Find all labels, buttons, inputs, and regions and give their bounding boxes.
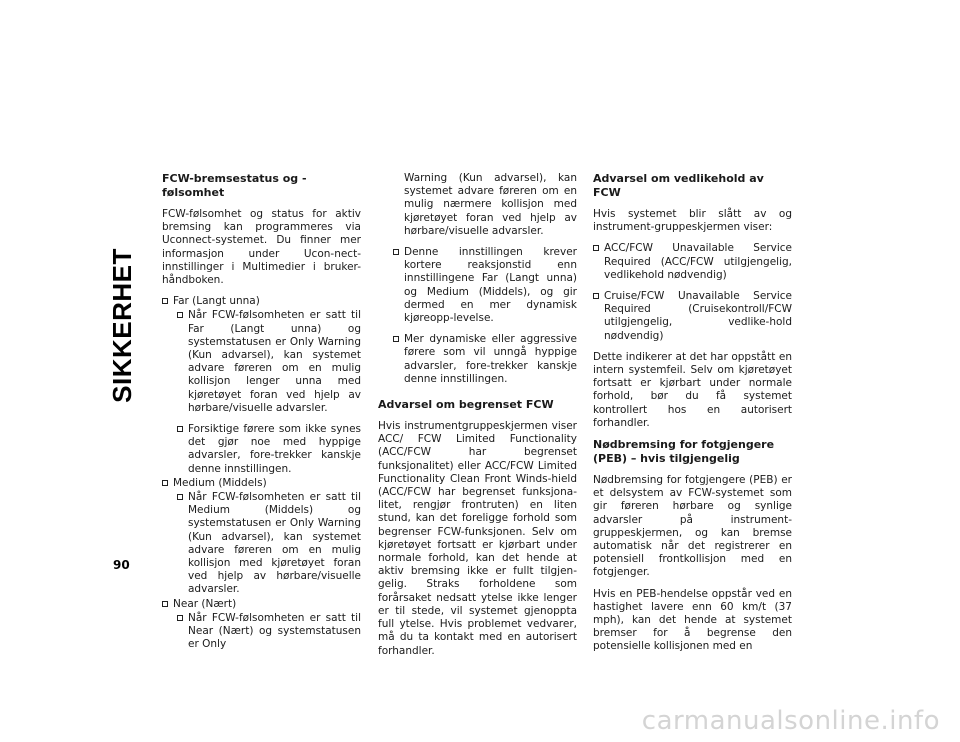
paragraph-service-body: Dette indikerer at det har oppstått en intern systemfeil. Selv om kjøretøyet fortsatt er kjørbart under normale forhold, bør du få systemet kontrollert hos en autorisert forhandler. [593,350,792,429]
page-number: 90 [113,558,130,572]
paragraph-limited-fcw: Hvis instrumentgruppeskjermen viser ACC/ FCW Limited Functionality (ACC/FCW har begrenset funksjonalitet) eller ACC/FCW Limited Functionality Clean Front Winds-hield (ACC/FCW har begrenset funksjona-litet, rengjør frontruten) en liten stund, kan det foreligge forhold som begrenser FCW-funksjonen. Selv om kjøretøyet fortsatt er kjørbart under normale forhold, kan det hende at aktiv bremsing ikke er fullt tilgjen-gelig. Straks forholdene som forårsaket nedsatt ytelse ikke lenger er til stede, vil systemet gjenoppta full ytelse. Hvis problemet vedvarer, må du ta kontakt med en autorisert forhandler. [378,420,577,657]
subbullet-far-2: Forsiktige førere som ikke synes det gjør noe med hyppige advarsler, fore-trekker kanskje denne innstillingen. [162,423,361,476]
bullet-cruise-fcw-unavailable: Cruise/FCW Unavailable Service Required (Cruisekontroll/FCW utilgjengelig, vedlike-hold nødvendig) [593,290,792,343]
heading-fcw-service: Advarsel om vedlikehold av FCW [593,172,764,199]
subbullet-near-3: Mer dynamiske eller aggressive førere som vil unngå hyppige advarsler, fore-trekker kanskje denne innstillingen. [378,333,577,386]
subbullet-near-1: Når FCW-følsomheten er satt til Near (Nært) og systemstatusen er Only [162,612,361,652]
paragraph-service-intro: Hvis systemet blir slått av og instrument-gruppeskjermen viser: [593,208,792,234]
bullet-far: Far (Langt unna) [162,295,361,308]
bullet-acc-fcw-unavailable: ACC/FCW Unavailable Service Required (ACC/FCW utilgjengelig, vedlikehold nødvendig) [593,242,792,282]
column-2 [378,172,577,666]
subbullet-near-2: Denne innstillingen krever kortere reaksjonstid enn innstillingene Far (Langt unna) og Medium (Middels), og gir dermed en mer dynamisk kjøreopp-levelse. [378,246,577,325]
column-3 [593,172,792,662]
watermark: carmanualsonline.info [641,706,940,736]
column-1 [162,172,361,660]
heading-limited-fcw: Advarsel om begrenset FCW [378,398,554,412]
paragraph-peb-2: Hvis en PEB-hendelse oppstår ved en hastighet lavere enn 60 km/t (37 mph), kan det hende at systemet bremser for å begrense den potensielle kollisjonen med en [593,587,792,653]
bullet-near: Near (Nært) [162,598,361,611]
paragraph-intro: FCW-følsomhet og status for aktiv bremsing kan programmeres via Uconnect-systemet. Du finner mer informasjon under Ucon-nect-innstillinger i Multimedier i bruker-håndboken. [162,208,361,287]
heading-peb: Nødbremsing for fotgjengere (PEB) – hvis tilgjengelig [593,438,775,466]
subbullet-near-1-continued: Warning (Kun advarsel), kan systemet advare føreren om en mulig nærmere kollisjon med kjøretøyet foran ved hjelp av hørbare/visuelle advarsler. [404,172,577,237]
subbullet-far-1: Når FCW-følsomheten er satt til Far (Langt unna) og systemstatusen er Only Warning (Kun advarsel), kan systemet advare føreren om en mulig kollisjon lenger unna med kjøretøyet foran ved hjelp av hørbare/visuelle advarsler. [162,309,361,415]
bullet-medium: Medium (Middels) [162,477,361,490]
section-side-tab [107,160,137,490]
subbullet-medium-1: Når FCW-følsomheten er satt til Medium (Middels) og systemstatusen er Only Warning (Kun advarsel), kan systemet advare føreren om en mulig kollisjon med kjøretøyet foran ved hjelp av hørbare/visuelle advarsler. [162,491,361,597]
section-title: SIKKERHET [106,247,137,403]
heading-fcw-brake-status: FCW-bremsestatus og -følsomhet [162,172,307,199]
paragraph-peb-1: Nødbremsing for fotgjengere (PEB) er et delsystem av FCW-systemet som gir føreren hørbare og synlige advarsler på instrument-gruppeskjermen, og kan bremse automatisk når det registrerer en potensiell frontkollisjon med en fotgjenger. [593,474,792,579]
